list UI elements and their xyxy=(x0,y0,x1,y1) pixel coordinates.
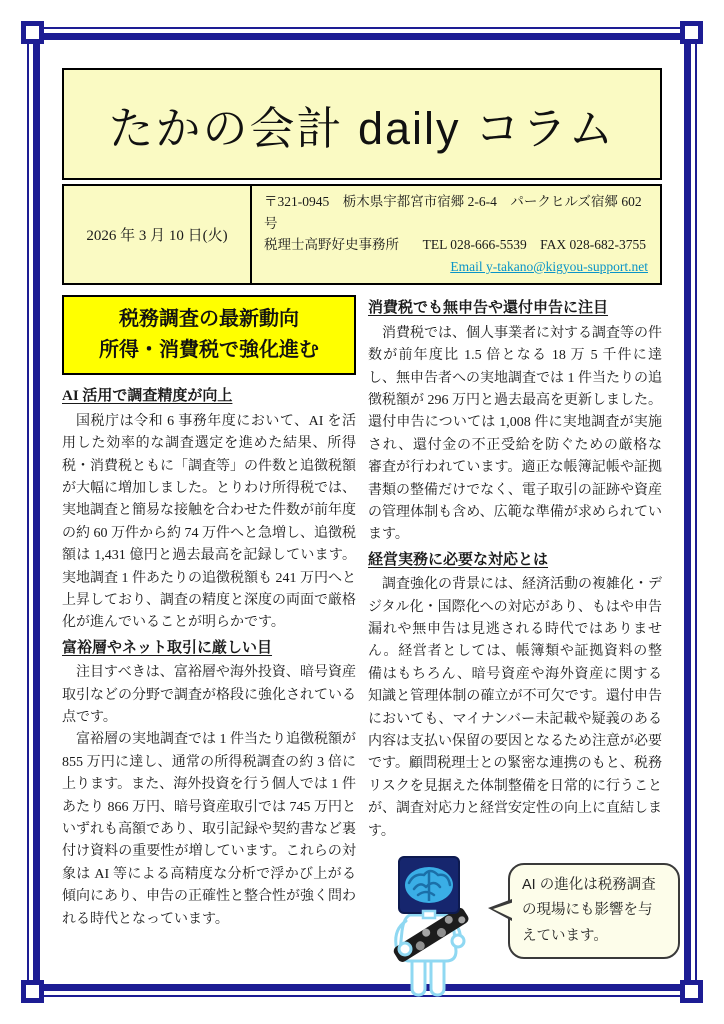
article-headline-box xyxy=(62,295,356,375)
section-heading: 経営実務に必要な対応とは xyxy=(368,551,549,568)
section-ai-audit-accuracy xyxy=(62,385,356,634)
section-consumption-tax xyxy=(368,297,662,546)
office-email-line xyxy=(264,256,650,278)
speech-bubble-wrap xyxy=(508,863,680,959)
masthead-info-box xyxy=(62,184,662,285)
newsletter-title-box xyxy=(62,68,662,180)
email-link[interactable]: Email y-takano@kigyou-support.net xyxy=(450,258,648,274)
headline-line-1: 税務調査の最新動向 xyxy=(119,308,299,331)
border-corner-ornament xyxy=(680,980,703,1003)
office-tel: TEL 028-666-5539 xyxy=(422,237,527,253)
office-address: 〒321-0945 栃木県宇都宮市宿郷 2-6-4 パークヒルズ宿郷 602 号 xyxy=(264,194,642,231)
border-corner-ornament xyxy=(680,21,703,44)
callout-area xyxy=(368,855,662,1008)
section-heading: 消費税でも無申告や還付申告に注目 xyxy=(368,300,609,317)
office-contact-line xyxy=(264,234,650,256)
right-column xyxy=(368,295,662,1008)
paragraph: 国税庁は令和 6 事務年度において、AI を活用した効率的な調査選定を進めた結果、所得税・消費税ともに「調査等」の件数と追徴税額が大幅に増加しました。とりわけ所得税では、実地調査と簡易な接触を合わせた件数が前年度の約 60 万件から約 74 万件へと急増し、追徴税額は 1,431 億円と過去最高を記録しています。実地調査 1 件あたりの追徴税額も 241 万円へと上昇しており、調査の精度と深度の両面で厳格化が進んでいることが明らかです。 xyxy=(62,413,356,631)
ai-brain-robot-icon xyxy=(368,855,494,1003)
office-info xyxy=(252,186,660,283)
headline-line-2: 所得・消費税で強化進む xyxy=(99,339,319,362)
issue-date: 2026 年 3 月 10 日(火) xyxy=(64,186,252,283)
paragraph: 消費税では、個人事業者に対する調査等の件数が前年度比 1.5 倍となる 18 万 5 千件に達し、無申告者への実地調査では 1 件当たりの追徴税額が 296 万円と過去最高を更新しました。還付申告については 1,008 件に実地調査が実施され、還付金の不正受給を防ぐための厳格な審査が行われています。適正な帳簿記帳や証拠書類の整備だけでなく、電子取引の証跡や資産の管理体制も含め、広範な準備が求められています。 xyxy=(368,325,662,543)
section-heading: AI 活用で調査精度が向上 xyxy=(62,388,233,405)
speech-bubble: AI の進化は税務調査の現場にも影響を与えています。 xyxy=(508,863,680,959)
office-fax: FAX 028-682-3755 xyxy=(540,237,646,253)
paragraph: 調査強化の背景には、経済活動の複雑化・デジタル化・国際化への対応があり、もはや申告漏れや無申告は見逃される時代ではありません。経営者としては、帳簿類や証拠資料の整備はもちろん、暗号資産や海外資産に関する知識と管理体制の確立が不可欠です。還付申告においても、マイナンバー未記載や疑義のある内容は支払い保留の要因となるため注意が必要です。顧問税理士との緊密な連携のもと、税務リスクを見据えた体制整備を日常的に行うことが、調査対応力と経営安定性の向上に直結します。 xyxy=(368,577,662,839)
article-columns xyxy=(62,295,662,1008)
ai-robot-illustration xyxy=(368,855,494,1008)
section-management-response xyxy=(368,549,662,843)
paragraph: 注目すべきは、富裕層や海外投資、暗号資産取引などの分野で調査が格段に強化されている点です。 xyxy=(62,665,356,726)
section-wealthy-net-transactions xyxy=(62,637,356,931)
left-column xyxy=(62,295,356,1008)
office-name: 税理士高野好史事務所 xyxy=(264,237,399,253)
border-corner-ornament xyxy=(21,980,44,1003)
paragraph: 富裕層の実地調査では 1 件当たり追徴税額が 855 万円に達し、通常の所得税調査の約 3 倍に上ります。また、海外投資を行う個人では 1 件あたり 866 万円、暗号資産取引では 745 万円といずれも高額であり、取引記録や契約書など裏付け資料の重要性が増しています。これらの対象は AI 等による高精度な分析で浮かび上がる傾向にあり、申告の正確性と整合性が強く問われる時代となっています。 xyxy=(62,732,356,927)
newsletter-title: たかの会計 daily コラム xyxy=(108,102,616,154)
office-telfax xyxy=(413,234,646,256)
section-heading: 富裕層やネット取引に厳しい目 xyxy=(62,639,273,656)
content-area xyxy=(62,68,662,1008)
border-corner-ornament xyxy=(21,21,44,44)
